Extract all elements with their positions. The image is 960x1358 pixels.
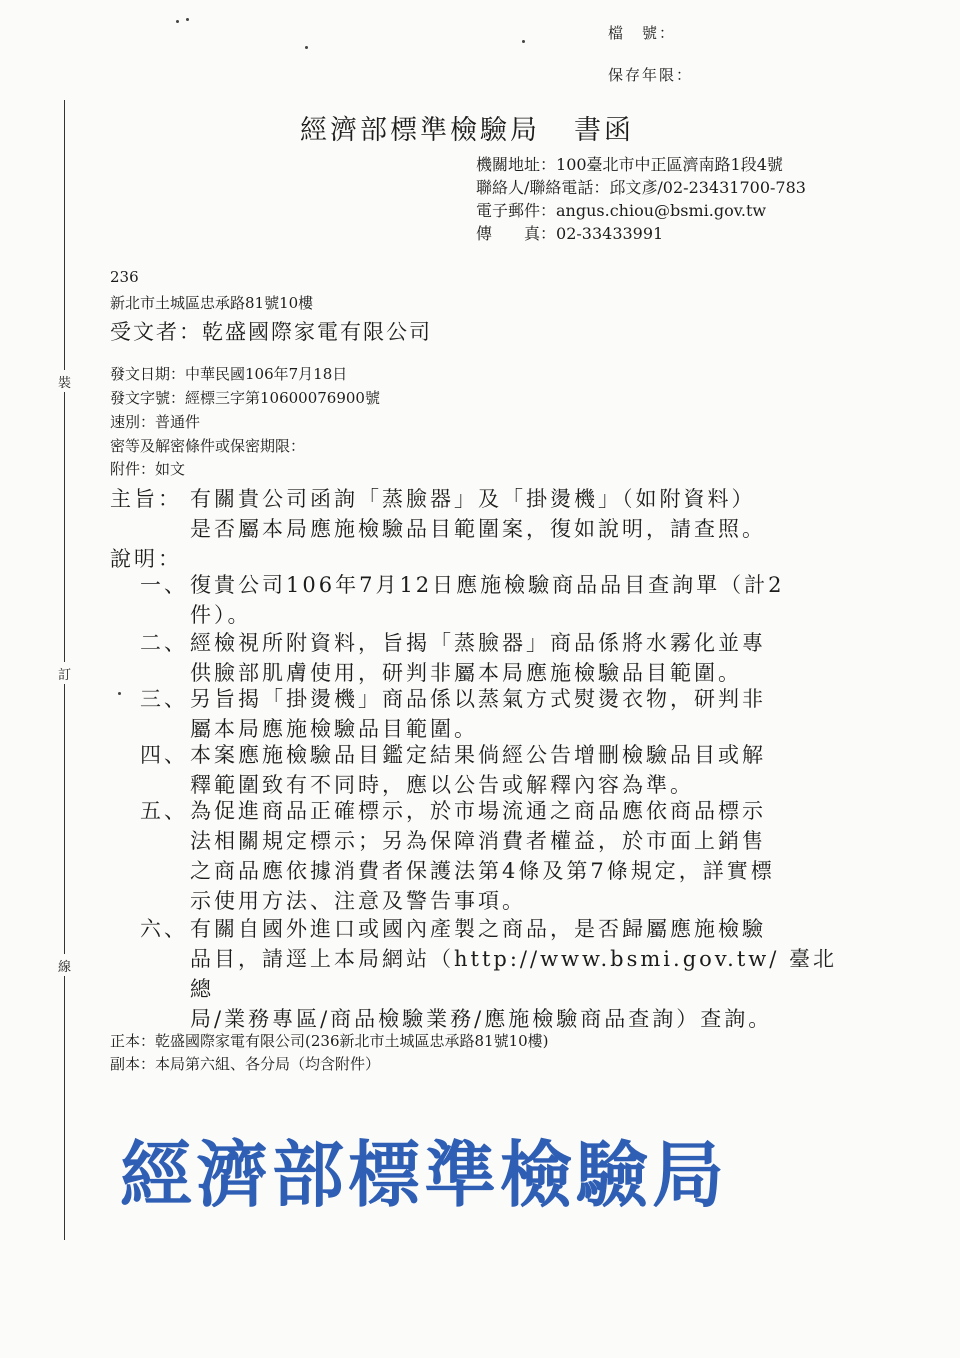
binding-line-lower	[64, 684, 65, 954]
stamp-text: 經濟部標準檢驗局	[120, 1133, 729, 1217]
subject-line-2: 是否屬本局應施檢驗品目範圍案，復如說明，請查照。	[190, 517, 766, 541]
item-number: 二、	[140, 631, 188, 655]
agency-stamp-graphic	[118, 1120, 729, 1220]
scan-speck	[305, 46, 308, 49]
item-text: 另旨揭「掛燙機」商品係以蒸氣方式熨燙衣物，研判非 屬本局應施檢驗品目範圍。	[190, 687, 766, 741]
agency-stamp	[118, 1120, 729, 1220]
contact-address	[476, 153, 783, 176]
explanation-item-3	[140, 684, 850, 744]
scan-speck	[176, 20, 179, 23]
document-type: 書函	[574, 115, 634, 146]
item-text: 有關自國外進口或國內產製之商品，是否歸屬應施檢驗 品目，請逕上本局網站（http://www.bsmi.gov.tw/ 臺北總 局/業務專區/商品檢驗業務/應施檢驗商品查詢）查詢。	[190, 917, 838, 1031]
postal-code: 236	[110, 268, 139, 286]
attachment: 附件：如文	[110, 460, 186, 478]
item-number: 四、	[140, 743, 188, 767]
scan-speck	[118, 692, 121, 695]
subject-line-1: 有關貴公司函詢「蒸臉器」及「掛燙機」（如附資料）	[190, 487, 756, 511]
original-recipient: 正本：乾盛國際家電有限公司(236新北市土城區忠承路81號10樓)	[110, 1032, 549, 1050]
item-number: 五、	[140, 799, 188, 823]
scan-speck	[522, 40, 525, 43]
person-label: 聯絡人/聯絡電話：	[476, 178, 610, 197]
explanation-item-6	[140, 914, 850, 1034]
explanation-item-5	[140, 796, 850, 916]
retention-period-label: 保存年限：	[608, 66, 694, 84]
contact-email	[476, 199, 766, 222]
issue-date: 發文日期：中華民國106年7月18日	[110, 365, 348, 383]
address-label: 機關地址：	[476, 155, 557, 174]
email-label: 電子郵件：	[476, 201, 557, 220]
document-title	[300, 108, 634, 147]
subject-label: 主旨：	[110, 487, 182, 511]
item-number: 一、	[140, 573, 188, 597]
explanation-label: 說明：	[110, 547, 182, 571]
explanation-item-2	[140, 628, 850, 688]
delivery-speed: 速別：普通件	[110, 413, 201, 431]
fax-value: 02-33433991	[556, 224, 664, 243]
explanation-item-4	[140, 740, 850, 800]
recipient-address: 新北市土城區忠承路81號10樓	[110, 294, 314, 312]
binding-line-upper	[64, 100, 65, 370]
secrecy-level: 密等及解密條件或保密期限：	[110, 437, 306, 455]
margin-mark-xian: 線	[58, 960, 72, 975]
file-number-label: 檔 號：	[608, 24, 677, 42]
person-value: 邱文彥/02-23431700-783	[609, 178, 806, 197]
email-value: angus.chiou@bsmi.gov.tw	[556, 201, 767, 220]
fax-label: 傳 真：	[476, 224, 557, 243]
binding-line-middle	[64, 392, 65, 662]
item-text: 經檢視所附資料，旨揭「蒸臉器」商品係將水霧化並專 供臉部肌膚使用，研判非屬本局應施檢驗品目範圍。	[190, 631, 766, 685]
margin-mark-ding: 訂	[58, 668, 72, 683]
address-value: 100臺北市中正區濟南路1段4號	[556, 155, 783, 174]
recipient-line: 受文者：乾盛國際家電有限公司	[110, 320, 432, 344]
item-text: 本案應施檢驗品目鑑定結果倘經公告增刪檢驗品目或解 釋範圍致有不同時，應以公告或解釋內容為準。	[190, 743, 766, 797]
agency-name: 經濟部標準檢驗局	[300, 115, 540, 146]
explanation-item-1	[140, 570, 850, 630]
item-text: 復貴公司106年7月12日應施檢驗商品品目查詢單（計2 件）。	[190, 573, 785, 627]
item-number: 三、	[140, 687, 188, 711]
document-number: 發文字號：經標三字第10600076900號	[110, 389, 380, 407]
contact-person	[476, 176, 806, 199]
margin-mark-zhuang: 裝	[58, 376, 72, 391]
scan-speck	[186, 18, 189, 21]
item-number: 六、	[140, 917, 188, 941]
item-text: 為促進商品正確標示，於市場流通之商品應依商品標示 法相關規定標示；另為保障消費者權益，於市面上銷售 之商品應依據消費者保護法第4條及第7條規定，詳實標 示使用方法、注意及警告事項。	[190, 799, 775, 913]
contact-fax	[476, 222, 663, 245]
binding-line-bottom	[64, 976, 65, 1240]
copy-recipients: 副本：本局第六組、各分局（均含附件）	[110, 1055, 381, 1073]
